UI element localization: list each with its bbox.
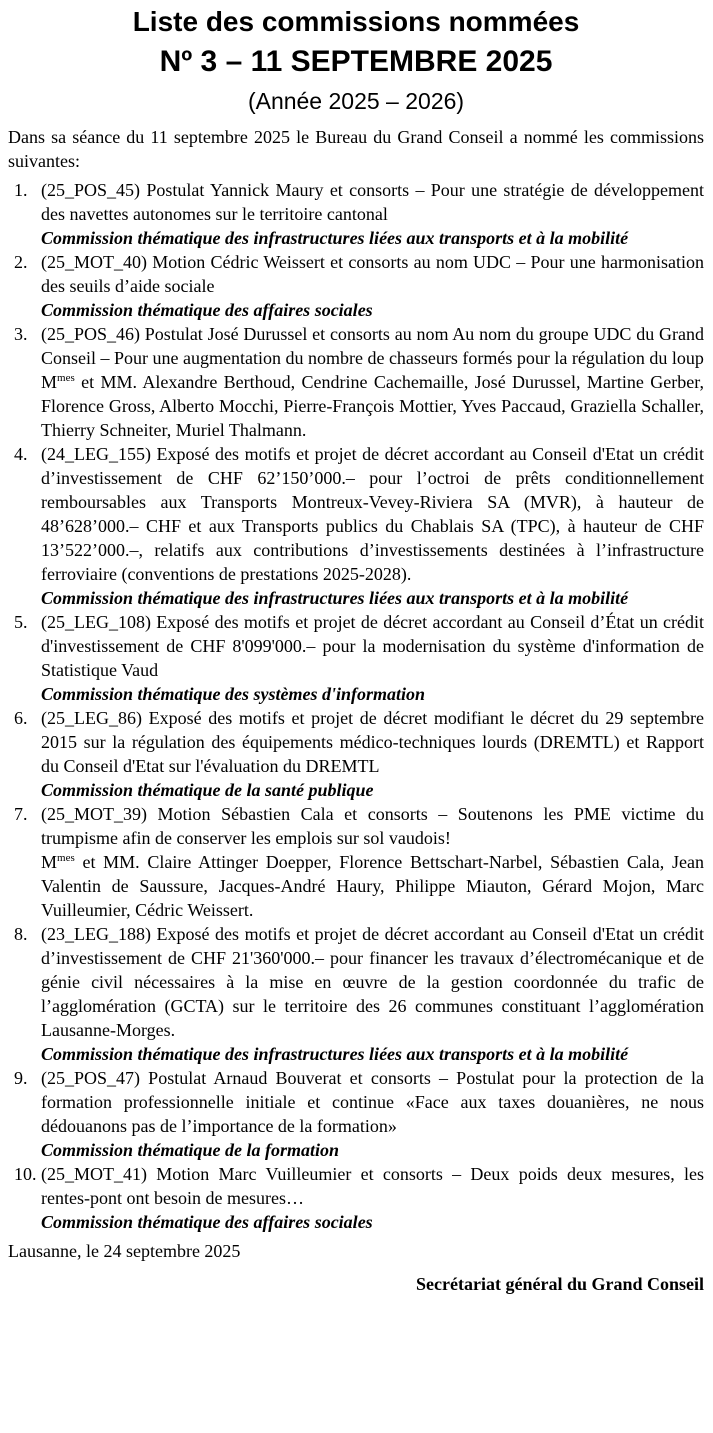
members-prefix: M (41, 852, 58, 872)
item-number: 8. (14, 924, 28, 944)
item-text: (25_MOT_39) Motion Sébastien Cala et consorts – Soutenons les PME victime du trumpisme afin de conserver les emplois sur sol vaudois! (41, 804, 704, 848)
item-commission: Commission thématique de la santé publique (41, 780, 374, 800)
members-sup: mes (57, 852, 75, 864)
item-commission: Commission thématique des infrastructures liées aux transports et à la mobilité (41, 588, 629, 608)
item-commission: Commission thématique des affaires sociales (41, 1212, 373, 1232)
members-sup: mes (57, 372, 75, 384)
list-item (8, 610, 704, 706)
item-commission: Commission thématique des affaires sociales (41, 300, 373, 320)
item-text: (23_LEG_188) Exposé des motifs et projet de décret accordant au Conseil d'Etat un crédit d’investissement de CHF 21'360'000.– pour financer les travaux d’électromécanique et de génie civil nécessaires à la mise en œuvre de la gestion coordonnée du trafic de l’agglomération (GCTA) sur le territoire des 26 communes constituant l’agglomération Lausanne-Morges. (41, 924, 704, 1040)
item-text: (25_MOT_41) Motion Marc Vuilleumier et consorts – Deux poids deux mesures, les rentes-pont ont besoin de mesures… (41, 1164, 704, 1208)
list-item (8, 922, 704, 1066)
list-item (8, 178, 704, 250)
page-subtitle-year: (Année 2025 – 2026) (247, 88, 465, 114)
page-title-number-date: Nº 3 – 11 SEPTEMBRE 2025 (159, 45, 553, 78)
item-number: 5. (14, 612, 28, 632)
item-commission: Commission thématique des infrastructures liées aux transports et à la mobilité (41, 228, 629, 248)
list-item (8, 706, 704, 802)
list-item (8, 1162, 704, 1234)
item-commission: Commission thématique de la formation (41, 1140, 340, 1160)
members-rest: et MM. Alexandre Berthoud, Cendrine Cachemaille, José Durussel, Martine Gerber, Florence Gross, Alberto Mocchi, Pierre-François Mottier, Yves Paccaud, Graziella Schaller, Thierry Schneiter, Muriel Thalmann. (41, 372, 704, 440)
item-members (41, 850, 704, 922)
item-text: (24_LEG_155) Exposé des motifs et projet de décret accordant au Conseil d'Etat un crédit d’investissement de CHF 62’150’000.– pour l’octroi de prêts conditionnellement remboursables aux Transports Montreux-Vevey-Riviera SA (MVR), à hauteur de 48’628’000.– CHF et aux Transports publics du Chablais SA (TPC), à hauteur de CHF 13’522’000.–, relatifs aux contributions d’investissements destinées à l’infrastructure ferroviaire (conventions de prestations 2025-2028). (41, 444, 704, 584)
members-rest: et MM. Claire Attinger Doepper, Florence Bettschart-Narbel, Sébastien Cala, Jean Valentin de Saussure, Jacques-André Haury, Philippe Miauton, Gérard Mojon, Marc Vuilleumier, Cédric Weissert. (41, 852, 704, 920)
intro-paragraph: Dans sa séance du 11 septembre 2025 le Bureau du Grand Conseil a nommé les commissions suivantes: (8, 127, 704, 171)
page-title: Liste des commissions nommées (132, 6, 580, 37)
item-text: (25_LEG_86) Exposé des motifs et projet de décret modifiant le décret du 29 septembre 2015 sur la régulation des équipements médico-techniques lourds (DREMTL) et Rapport du Conseil d'Etat sur l'évaluation du DREMTL (41, 708, 704, 776)
list-item (8, 250, 704, 322)
item-number: 6. (14, 708, 28, 728)
commissions-list (8, 178, 704, 1234)
list-item (8, 322, 704, 442)
item-number: 3. (14, 324, 28, 344)
item-text: (25_POS_45) Postulat Yannick Maury et consorts – Pour une stratégie de développement des navettes autonomes sur le territoire cantonal (41, 180, 704, 224)
item-number: 10. (14, 1164, 37, 1184)
item-number: 7. (14, 804, 28, 824)
members-prefix: M (41, 372, 58, 392)
list-item (8, 802, 704, 922)
item-number: 4. (14, 444, 28, 464)
footer-place-date: Lausanne, le 24 septembre 2025 (8, 1241, 241, 1261)
item-number: 2. (14, 252, 28, 272)
item-text: (25_POS_46) Postulat José Durussel et consorts au nom Au nom du groupe UDC du Grand Conseil – Pour une augmentation du nombre de chasseurs formés pour la régulation du loup (41, 324, 704, 368)
item-text: (25_POS_47) Postulat Arnaud Bouverat et consorts – Postulat pour la protection de la formation professionnelle initiale et continue «Face aux taxes douanières, ne nous dédouanons pas de l’importance de la formation» (41, 1068, 704, 1136)
item-number: 1. (14, 180, 28, 200)
footer-signature: Secrétariat général du Grand Conseil (416, 1274, 704, 1294)
item-text: (25_LEG_108) Exposé des motifs et projet de décret accordant au Conseil d’État un crédit d'investissement de CHF 8'099'000.– pour la modernisation du système d'information de Statistique Vaud (41, 612, 704, 680)
item-text: (25_MOT_40) Motion Cédric Weissert et consorts au nom UDC – Pour une harmonisation des seuils d’aide sociale (41, 252, 704, 296)
item-number: 9. (14, 1068, 28, 1088)
list-item (8, 442, 704, 610)
item-commission: Commission thématique des systèmes d'information (41, 684, 426, 704)
list-item (8, 1066, 704, 1162)
item-commission: Commission thématique des infrastructures liées aux transports et à la mobilité (41, 1044, 629, 1064)
item-members (41, 370, 704, 442)
